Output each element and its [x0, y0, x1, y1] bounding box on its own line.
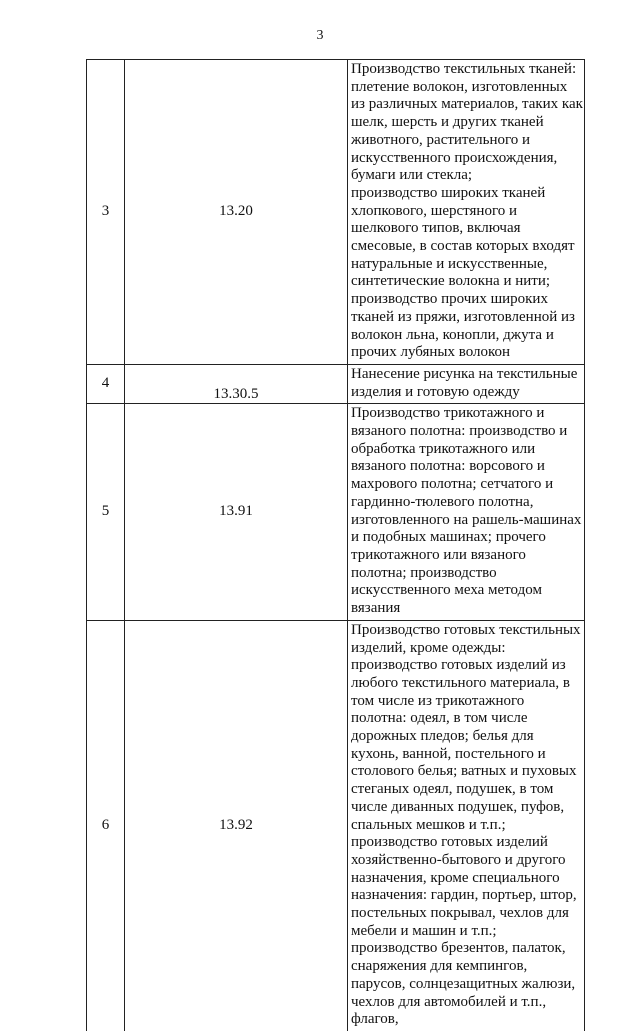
activity-code-cell: 13.20	[125, 60, 348, 365]
row-number-cell: 6	[87, 620, 125, 1031]
activity-description-cell: Нанесение рисунка на текстильные изделия и готовую одежду	[348, 364, 585, 403]
activity-code-cell: 13.30.5	[125, 364, 348, 403]
activity-codes-table	[86, 59, 585, 1031]
page-number: 3	[316, 28, 324, 43]
row-number-cell: 5	[87, 404, 125, 620]
row-number-cell: 3	[87, 60, 125, 365]
table-row	[87, 620, 585, 1031]
activity-description-cell: Производство текстильных тканей: плетение волокон, изготовленных из различных материалов, таких как шелк, шерсть и других тканей животного, растительного и искусственного происхождения, бумаги или стекла; производство широких тканей хлопкового, шерстяного и шелкового типов, включая смесовые, в состав которых входят натуральные и искусственные, синтетические волокна и нити; производство прочих широких тканей из пряжи, изготовленной из волокон льна, конопли, джута и прочих лубяных волокон	[348, 60, 585, 365]
activity-description-cell: Производство готовых текстильных изделий, кроме одежды: производство готовых изделий из любого текстильного материала, в том числе из трикотажного полотна: одеял, в том числе дорожных пледов; белья для кухонь, ванной, постельного и столового белья; ватных и пуховых стеганых одеял, подушек, в том числе диванных подушек, пуфов, спальных мешков и т.п.; производство готовых изделий хозяйственно-бытового и другого назначения, кроме специального назначения: гардин, портьер, штор, постельных покрывал, чехлов для мебели и машин и т.п.; производство брезентов, палаток, снаряжения для кемпингов, парусов, солнцезащитных жалюзи, чехлов для автомобилей и т.п., флагов,	[348, 620, 585, 1031]
activity-code-cell: 13.92	[125, 620, 348, 1031]
table-row	[87, 364, 585, 403]
activity-code-cell: 13.91	[125, 404, 348, 620]
table-row	[87, 404, 585, 620]
table-row	[87, 60, 585, 365]
activity-description-cell: Производство трикотажного и вязаного полотна: производство и обработка трикотажного или вязаного полотна: ворсового и махрового полотна; сетчатого и гардинно-тюлевого полотна, изготовленного на рашель-машинах и подобных машинах; прочего трикотажного или вязаного полотна; производство искусственного меха методом вязания	[348, 404, 585, 620]
row-number-cell: 4	[87, 364, 125, 403]
